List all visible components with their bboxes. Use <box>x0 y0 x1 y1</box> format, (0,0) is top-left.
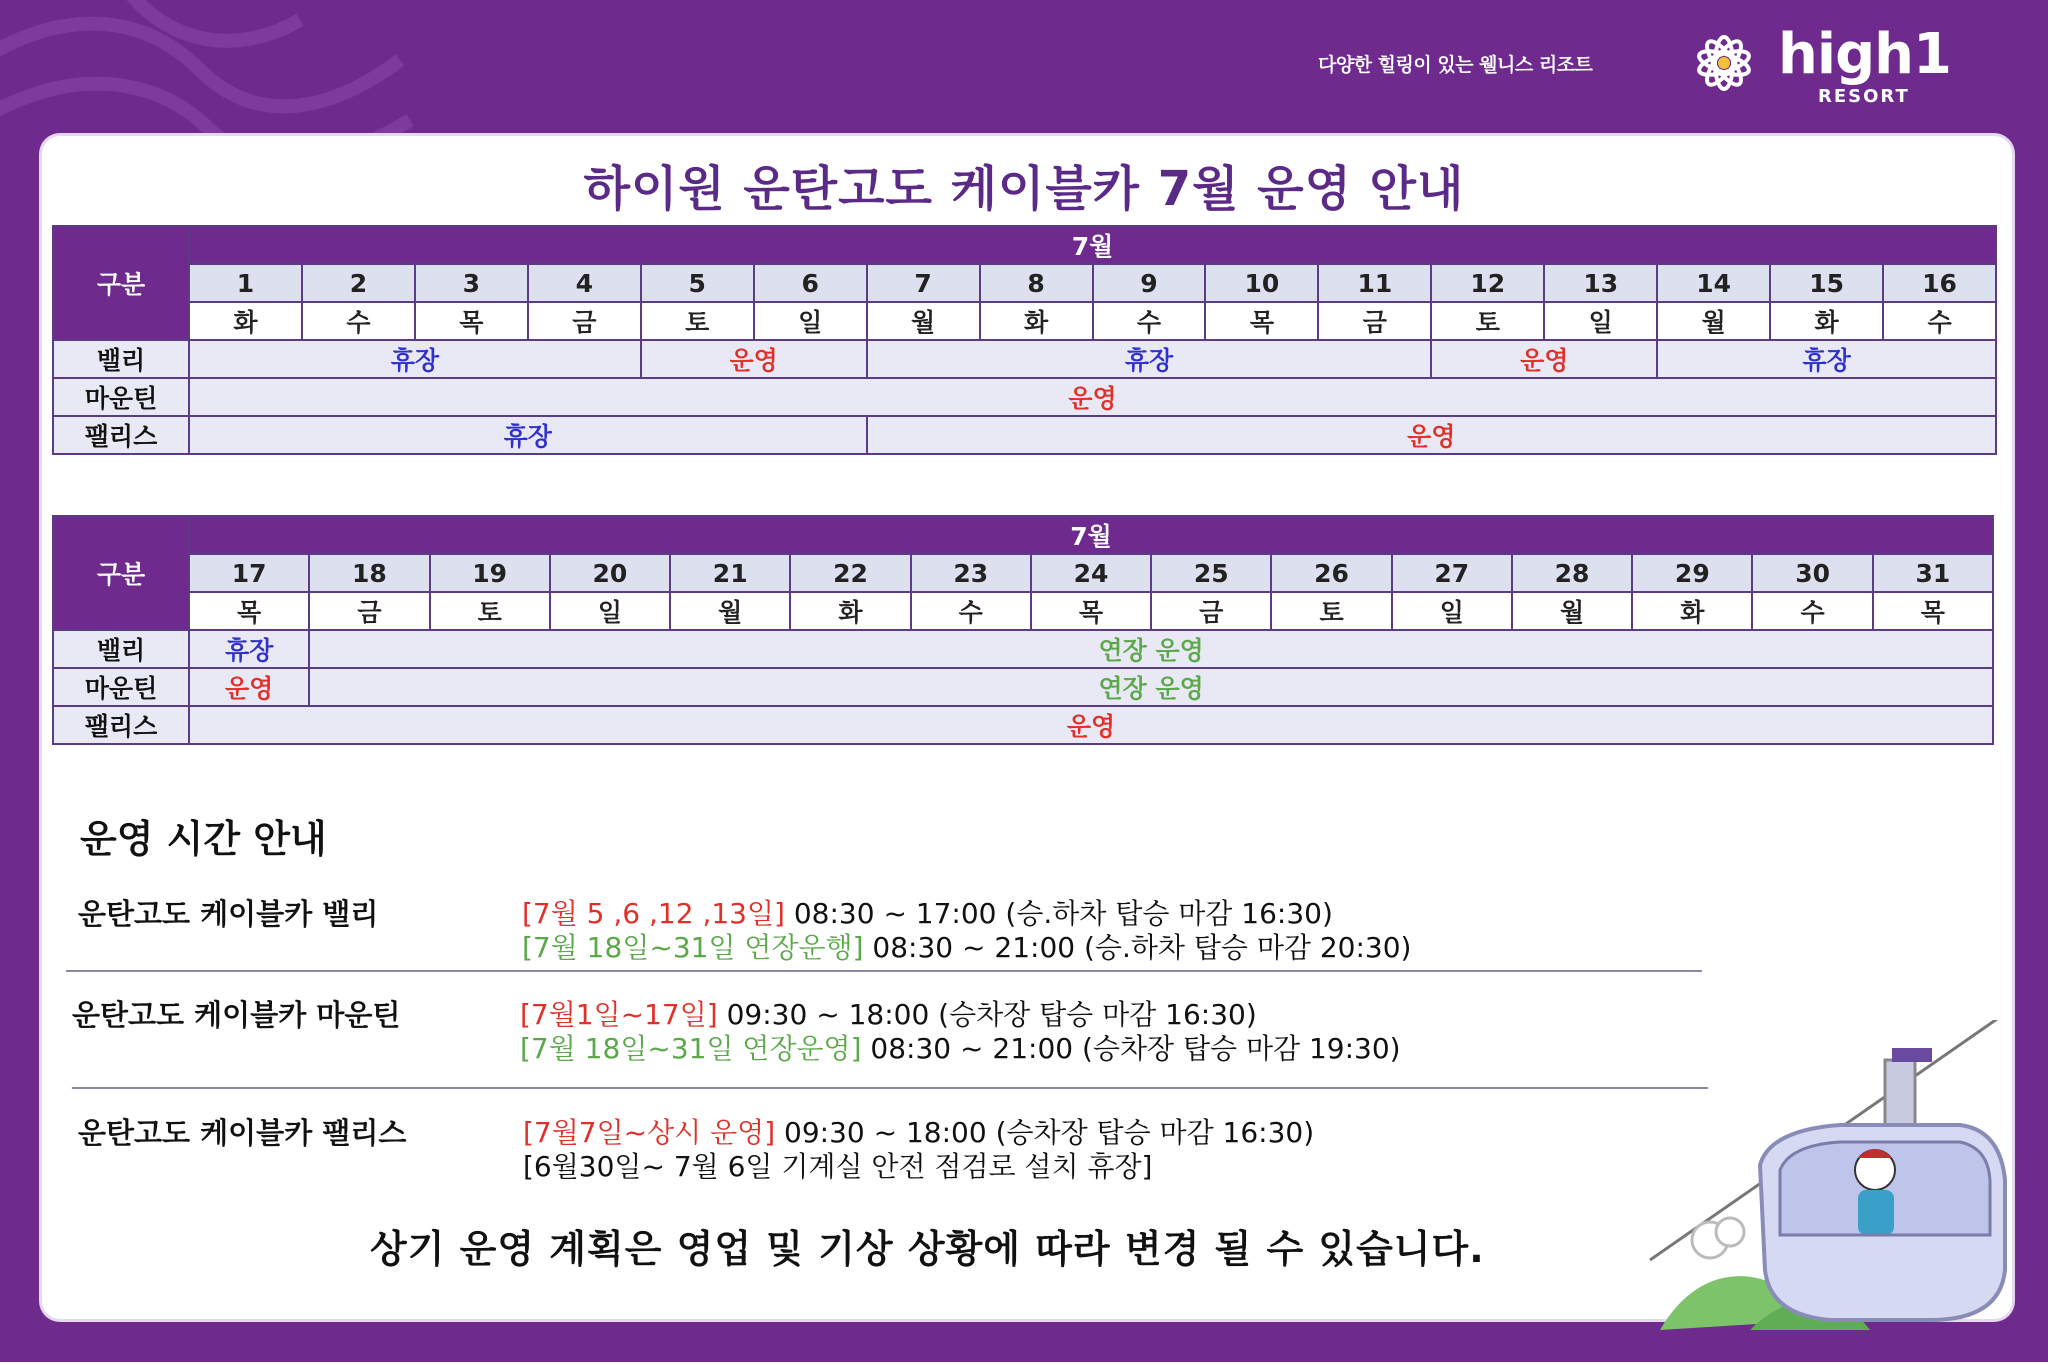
day-number: 19 <box>430 554 550 592</box>
weekday: 화 <box>1632 592 1752 630</box>
day-number: 2 <box>302 264 415 302</box>
valley-tag-1: [7월 5 ,6 ,12 ,13일] <box>522 897 785 930</box>
status-cell: 휴장 <box>1657 340 1996 378</box>
month-header: 7월 <box>189 226 1996 264</box>
weekday: 토 <box>1431 302 1544 340</box>
valley-time-1: 08:30 ~ 17:00 (승.하차 탑승 마감 16:30) <box>784 897 1333 930</box>
weekday: 목 <box>415 302 528 340</box>
day-number: 1 <box>189 264 302 302</box>
day-number: 5 <box>641 264 754 302</box>
weekday: 화 <box>790 592 910 630</box>
status-cell: 운영 <box>189 668 309 706</box>
weekday: 월 <box>1657 302 1770 340</box>
weekday: 수 <box>1093 302 1206 340</box>
day-number: 9 <box>1093 264 1206 302</box>
weekday: 일 <box>1544 302 1657 340</box>
status-cell: 운영 <box>189 378 1996 416</box>
mountain-time-1: 09:30 ~ 18:00 (승차장 탑승 마감 16:30) <box>717 998 1257 1031</box>
weekday: 월 <box>1512 592 1632 630</box>
valley-time-2: 08:30 ~ 21:00 (승.하차 탑승 마감 20:30) <box>863 931 1412 964</box>
gubun-header: 구분 <box>53 226 189 340</box>
hours-heading: 운영 시간 안내 <box>80 817 327 861</box>
status-cell: 연장 운영 <box>309 668 1993 706</box>
status-cell: 운영 <box>867 416 1996 454</box>
row-label: 마운틴 <box>53 378 189 416</box>
page-title: 하이원 운탄고도 케이블카 7월 운영 안내 <box>583 161 1465 217</box>
day-number: 7 <box>867 264 980 302</box>
day-number: 21 <box>670 554 790 592</box>
weekday: 월 <box>867 302 980 340</box>
status-cell: 연장 운영 <box>309 630 1993 668</box>
flower-logo-icon <box>1682 28 1766 98</box>
mountain-tag-1: [7월1일~17일] <box>520 998 718 1031</box>
weekday: 목 <box>1873 592 1993 630</box>
status-cell: 운영 <box>641 340 867 378</box>
day-number: 17 <box>189 554 309 592</box>
mountain-time-2: 08:30 ~ 21:00 (승차장 탑승 마감 19:30) <box>861 1032 1401 1065</box>
separator-2 <box>72 1087 1708 1089</box>
day-number: 4 <box>528 264 641 302</box>
day-number: 28 <box>1512 554 1632 592</box>
status-cell: 운영 <box>1431 340 1657 378</box>
weekday: 금 <box>528 302 641 340</box>
day-number: 13 <box>1544 264 1657 302</box>
day-number: 22 <box>790 554 910 592</box>
weekday: 월 <box>670 592 790 630</box>
day-number: 15 <box>1770 264 1883 302</box>
table-row <box>53 630 1993 668</box>
high1-logo[interactable] <box>1682 22 1972 110</box>
status-cell: 휴장 <box>189 416 867 454</box>
weekday: 화 <box>189 302 302 340</box>
month-header: 7월 <box>189 516 1993 554</box>
weekday: 수 <box>1752 592 1872 630</box>
day-number: 12 <box>1431 264 1544 302</box>
row-label: 팰리스 <box>53 706 189 744</box>
footer-note: 상기 운영 계획은 영업 및 기상 상황에 따라 변경 될 수 있습니다. <box>370 1227 1485 1271</box>
table-row <box>53 706 1993 744</box>
day-number: 6 <box>754 264 867 302</box>
day-number: 26 <box>1271 554 1391 592</box>
weekday: 토 <box>430 592 550 630</box>
day-number: 3 <box>415 264 528 302</box>
table-row <box>53 668 1993 706</box>
cable-car-mascot-icon <box>1630 1020 2048 1340</box>
day-number: 25 <box>1151 554 1271 592</box>
status-cell: 운영 <box>189 706 1993 744</box>
palace-time-1: 09:30 ~ 18:00 (승차장 탑승 마감 16:30) <box>775 1116 1315 1149</box>
weekday: 금 <box>309 592 429 630</box>
schedule-table-1 <box>52 225 1997 455</box>
row-label: 밸리 <box>53 340 189 378</box>
weekday: 수 <box>911 592 1031 630</box>
weekday: 화 <box>1770 302 1883 340</box>
palace-line-2: [6월30일~ 7월 6일 기계실 안전 점검로 설치 휴장] <box>523 1150 1153 1183</box>
row-label: 팰리스 <box>53 416 189 454</box>
weekday: 화 <box>980 302 1093 340</box>
day-number: 31 <box>1873 554 1993 592</box>
day-number: 10 <box>1205 264 1318 302</box>
table-row <box>53 340 1996 378</box>
table-row <box>53 378 1996 416</box>
day-number: 14 <box>1657 264 1770 302</box>
palace-label: 운탄고도 케이블카 팰리스 <box>78 1116 407 1150</box>
day-number: 8 <box>980 264 1093 302</box>
day-number: 27 <box>1392 554 1512 592</box>
weekday: 금 <box>1318 302 1431 340</box>
weekday: 목 <box>1205 302 1318 340</box>
day-number: 16 <box>1883 264 1996 302</box>
weekday: 일 <box>550 592 670 630</box>
weekday: 토 <box>641 302 754 340</box>
day-number: 23 <box>911 554 1031 592</box>
weekday: 금 <box>1151 592 1271 630</box>
status-cell: 휴장 <box>867 340 1432 378</box>
mountain-line-2 <box>520 1027 1401 1067</box>
weekday: 토 <box>1271 592 1391 630</box>
logo-subtext: RESORT <box>1818 86 1910 107</box>
day-number: 20 <box>550 554 670 592</box>
weekday: 목 <box>1031 592 1151 630</box>
logo-wordmark: high1 <box>1778 22 1951 87</box>
row-label: 밸리 <box>53 630 189 668</box>
day-number: 24 <box>1031 554 1151 592</box>
palace-tag-1: [7월7일~상시 운영] <box>523 1116 776 1149</box>
valley-line-2 <box>522 926 1411 966</box>
weekday: 일 <box>1392 592 1512 630</box>
weekday: 수 <box>1883 302 1996 340</box>
resort-slogan: 다양한 힐링이 있는 웰니스 리조트 <box>1318 54 1593 76</box>
valley-tag-2: [7월 18일~31일 연장운행] <box>522 931 864 964</box>
table-row <box>53 416 1996 454</box>
day-number: 18 <box>309 554 429 592</box>
mountain-label: 운탄고도 케이블카 마운틴 <box>72 998 401 1032</box>
weekday: 일 <box>754 302 867 340</box>
status-cell: 휴장 <box>189 340 641 378</box>
row-label: 마운틴 <box>53 668 189 706</box>
day-number: 30 <box>1752 554 1872 592</box>
valley-label: 운탄고도 케이블카 밸리 <box>78 897 379 931</box>
gubun-header: 구분 <box>53 516 189 630</box>
schedule-table-2 <box>52 515 1994 745</box>
mountain-tag-2: [7월 18일~31일 연장운영] <box>520 1032 862 1065</box>
weekday: 수 <box>302 302 415 340</box>
status-cell: 휴장 <box>189 630 309 668</box>
day-number: 11 <box>1318 264 1431 302</box>
day-number: 29 <box>1632 554 1752 592</box>
separator-1 <box>66 970 1702 972</box>
weekday: 목 <box>189 592 309 630</box>
